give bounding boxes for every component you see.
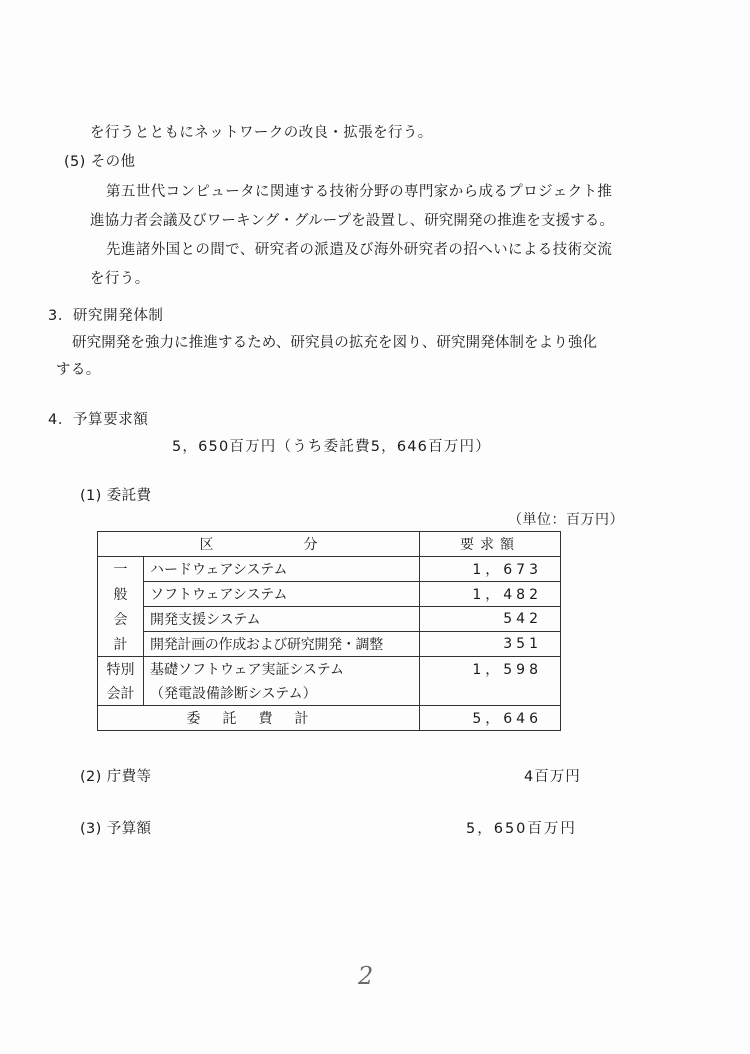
table-row [98,657,561,682]
subsection-1-heading: (1) 委託費 [80,488,152,504]
page-number: 2 [358,962,374,990]
row-name: （発電設備診断システム） [144,681,420,706]
table-row [98,557,561,582]
table-row [98,632,561,657]
group-general-char: 般 [98,582,144,607]
row-amount [420,681,561,706]
header-amount: 要求額 [420,532,561,557]
body-line: を行うとともにネットワークの改良・拡張を行う。 [90,125,433,141]
body-line: する。 [56,362,101,378]
group-special-label: 会計 [98,681,144,706]
subsection-3-heading: (3) 予算額 [80,821,152,837]
row-name: ソフトウェアシステム [144,582,420,607]
section-3-heading: 3．研究開発体制 [48,308,164,324]
budget-table [97,531,561,731]
header-division-char: 区 [199,537,214,553]
table-header-row [98,532,561,557]
row-name: 基礎ソフトウェア実証システム [144,657,420,682]
unit-label: （単位：百万円） [508,512,624,528]
row-amount: 1，673 [420,557,561,582]
subsection-2-amount: 4百万円 [524,769,581,785]
group-special-label: 特別 [98,657,144,682]
section-4-heading: 4．予算要求額 [48,412,149,428]
subsection-2-heading: (2) 庁費等 [80,769,152,785]
body-line: 進協力者会議及びワーキング・グループを設置し、研究開発の推進を支援する。 [90,213,615,229]
table-row [98,607,561,632]
body-line: 先進諸外国との間で、研究者の派遣及び海外研究者の招へいによる技術交流 [106,242,613,258]
total-amount: 5，646 [420,706,561,731]
row-name: ハードウェアシステム [144,557,420,582]
subsection-3-amount: 5，650百万円 [466,821,577,837]
table-total-row [98,706,561,731]
table-row [98,582,561,607]
body-line: 第五世代コンピュータに関連する技術分野の専門家から成るプロジェクト推 [106,184,613,200]
row-amount: 1，482 [420,582,561,607]
row-amount: 351 [420,632,561,657]
budget-summary: 5，650百万円（うち委託費5，646百万円） [172,439,491,455]
row-name: 開発計画の作成および研究開発・調整 [144,632,420,657]
body-line: を行う。 [90,271,150,287]
table-row [98,681,561,706]
group-general-char: 計 [98,632,144,657]
item-5-heading: (5) その他 [64,154,136,170]
group-general-char: 一 [98,557,144,582]
header-division-char: 分 [303,537,318,553]
row-name: 開発支援システム [144,607,420,632]
body-line: 研究開発を強力に推進するため、研究員の拡充を図り、研究開発体制をより強化 [72,335,598,351]
total-label: 委託費計 [98,706,420,731]
group-general-char: 会 [98,607,144,632]
row-amount: 1，598 [420,657,561,682]
row-amount: 542 [420,607,561,632]
header-division [98,532,420,557]
